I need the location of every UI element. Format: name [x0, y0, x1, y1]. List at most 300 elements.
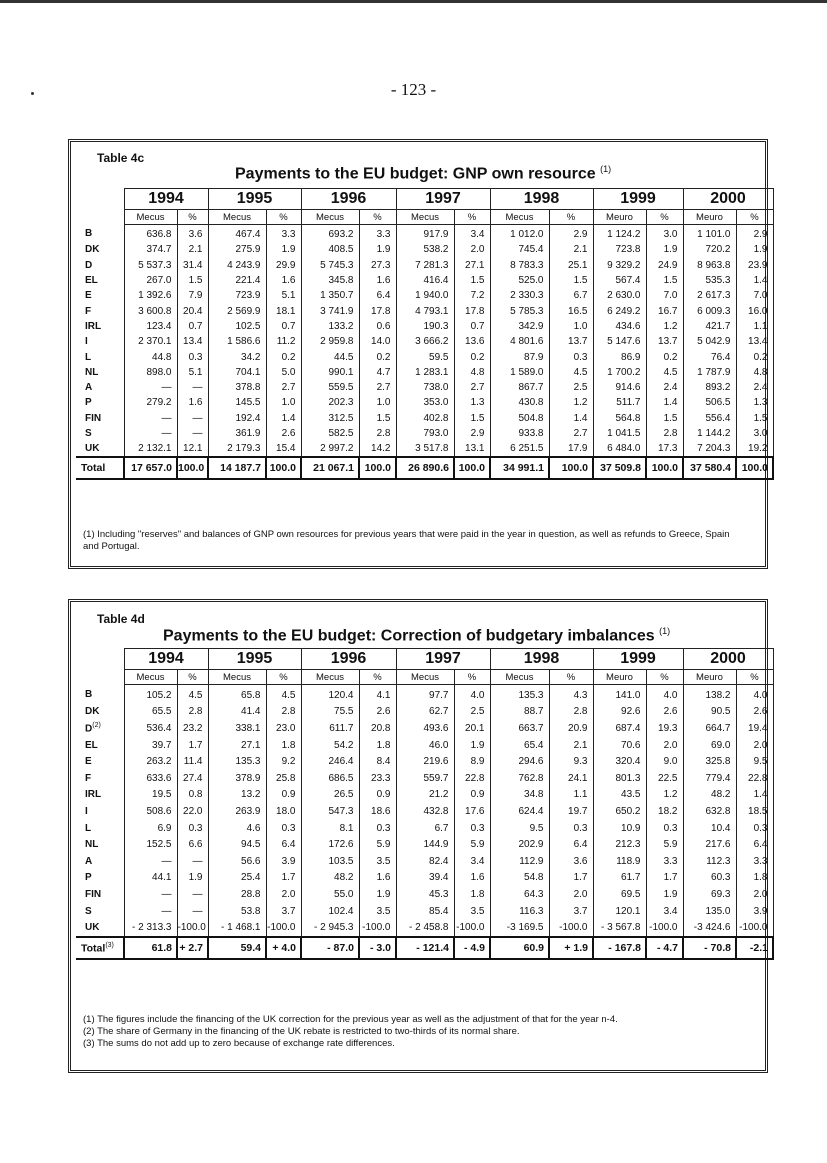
amount-cell: 917.9	[396, 225, 454, 243]
amount-cell: 4 793.1	[396, 303, 454, 318]
gnp-own-resource-table	[76, 188, 774, 480]
share-cell: 13.7	[646, 334, 683, 349]
amount-cell: 21.2	[396, 787, 454, 804]
share-cell: 13.4	[736, 334, 773, 349]
amount-cell: 48.2	[301, 870, 359, 887]
share-cell: 11.4	[177, 753, 208, 770]
share-cell: 1.5	[454, 273, 490, 288]
share-cell: 9.3	[549, 753, 593, 770]
share-cell: —	[177, 853, 208, 870]
share-cell: 17.3	[646, 441, 683, 457]
share-cell: 22.8	[736, 770, 773, 787]
total-share: 100.0	[454, 457, 490, 479]
total-share: - 3.0	[359, 937, 396, 959]
share-cell: -100.0	[736, 919, 773, 937]
share-cell: 1.9	[177, 870, 208, 887]
table-row	[76, 303, 773, 318]
country-code-text: S	[85, 428, 92, 439]
share-cell: 4.0	[646, 685, 683, 704]
share-cell: 18.5	[736, 803, 773, 820]
country-code	[76, 787, 124, 804]
amount-cell: 1 787.9	[683, 365, 736, 380]
total-label	[76, 937, 124, 959]
table-row	[76, 903, 773, 920]
amount-cell: 5 745.3	[301, 258, 359, 273]
year-header-row	[76, 649, 773, 670]
country-code	[76, 365, 124, 380]
amount-cell: 345.8	[301, 273, 359, 288]
unit-header: Mecus	[208, 210, 266, 225]
amount-cell: 9.5	[490, 820, 549, 837]
share-cell: 3.9	[266, 853, 301, 870]
share-cell: 7.2	[454, 288, 490, 303]
unit-header: %	[454, 670, 490, 685]
country-code-text: I	[85, 336, 88, 348]
table-row	[76, 720, 773, 737]
share-cell: 2.1	[549, 242, 593, 257]
amount-cell: 69.3	[683, 886, 736, 903]
amount-cell: 9 329.2	[593, 258, 646, 273]
amount-cell: 60.3	[683, 870, 736, 887]
amount-cell: 69.0	[683, 737, 736, 754]
total-amount: - 70.8	[683, 937, 736, 959]
amount-cell: 801.3	[593, 770, 646, 787]
share-cell: 1.9	[266, 242, 301, 257]
country-code	[76, 753, 124, 770]
share-cell: 0.3	[266, 820, 301, 837]
amount-cell: 738.0	[396, 380, 454, 395]
amount-cell: 1 041.5	[593, 426, 646, 441]
unit-header: Mecus	[490, 670, 549, 685]
share-cell: 3.5	[359, 903, 396, 920]
table-row	[76, 787, 773, 804]
country-code	[76, 242, 124, 257]
unit-header: %	[736, 670, 773, 685]
share-cell: 1.0	[549, 319, 593, 334]
amount-cell: 92.6	[593, 704, 646, 721]
share-cell: 7.0	[736, 288, 773, 303]
amount-cell: -3 169.5	[490, 919, 549, 937]
share-cell: 27.4	[177, 770, 208, 787]
table-row	[76, 441, 773, 457]
amount-cell: 1 940.0	[396, 288, 454, 303]
share-cell: 0.8	[177, 787, 208, 804]
amount-cell: 97.7	[396, 685, 454, 704]
total-share: 100.0	[266, 457, 301, 479]
country-code	[76, 720, 124, 737]
share-cell: 1.7	[266, 870, 301, 887]
share-cell: 16.7	[646, 303, 683, 318]
share-cell: 6.7	[549, 288, 593, 303]
amount-cell: 133.2	[301, 319, 359, 334]
share-cell: 2.0	[646, 737, 683, 754]
share-cell: 7.9	[177, 288, 208, 303]
share-cell: 4.5	[266, 685, 301, 704]
table-footnotes	[83, 1014, 743, 1050]
share-cell: —	[177, 903, 208, 920]
amount-cell: 559.5	[301, 380, 359, 395]
share-cell: 1.3	[736, 395, 773, 410]
amount-cell: 202.3	[301, 395, 359, 410]
year-header: 1995	[208, 649, 301, 670]
share-cell: 1.4	[549, 411, 593, 426]
share-cell: 25.8	[266, 770, 301, 787]
share-cell: 25.1	[549, 258, 593, 273]
amount-cell: 105.2	[124, 685, 177, 704]
table-row	[76, 334, 773, 349]
amount-cell: 7 281.3	[396, 258, 454, 273]
share-cell: 2.5	[454, 704, 490, 721]
amount-cell: 56.6	[208, 853, 266, 870]
amount-cell: 44.8	[124, 349, 177, 364]
table-title: Payments to the EU budget: Correction of budgetary imbalances $^{(1)}$	[163, 626, 671, 645]
share-cell: 3.5	[359, 853, 396, 870]
year-header: 1996	[301, 189, 396, 210]
unit-header: %	[454, 210, 490, 225]
amount-cell: 6 251.5	[490, 441, 549, 457]
table-row	[76, 411, 773, 426]
share-cell: 1.2	[646, 319, 683, 334]
amount-cell: 745.4	[490, 242, 549, 257]
share-cell: 5.0	[266, 365, 301, 380]
amount-cell: 39.4	[396, 870, 454, 887]
amount-cell: 25.4	[208, 870, 266, 887]
share-cell: 1.6	[454, 870, 490, 887]
share-cell: 0.7	[454, 319, 490, 334]
country-code-text: FIN	[85, 412, 102, 424]
country-code-text: E	[85, 290, 92, 302]
amount-cell: 44.1	[124, 870, 177, 887]
share-cell: 1.6	[177, 395, 208, 410]
amount-cell: 152.5	[124, 836, 177, 853]
budgetary-imbalance-correction-table	[76, 648, 774, 960]
amount-cell: 320.4	[593, 753, 646, 770]
share-cell: 3.6	[177, 225, 208, 243]
share-cell: 4.1	[359, 685, 396, 704]
amount-cell: 2 569.9	[208, 303, 266, 318]
total-label-text: Total	[81, 942, 106, 955]
total-amount: 60.9	[490, 937, 549, 959]
amount-cell: 704.1	[208, 365, 266, 380]
amount-cell: 432.8	[396, 803, 454, 820]
country-code	[76, 395, 124, 410]
share-cell: 19.7	[549, 803, 593, 820]
year-header: 1998	[490, 649, 593, 670]
amount-cell: 34.2	[208, 349, 266, 364]
amount-cell: 4 243.9	[208, 258, 266, 273]
share-cell: 18.2	[646, 803, 683, 820]
country-code-text: L	[85, 822, 92, 834]
amount-cell: 53.8	[208, 903, 266, 920]
amount-cell: 135.3	[208, 753, 266, 770]
year-header: 1997	[396, 189, 490, 210]
share-cell: 2.8	[266, 704, 301, 721]
share-cell: —	[177, 886, 208, 903]
share-cell: 0.9	[359, 787, 396, 804]
share-cell: —	[177, 411, 208, 426]
year-header: 1996	[301, 649, 396, 670]
amount-cell: 90.5	[683, 704, 736, 721]
amount-cell: 202.9	[490, 836, 549, 853]
amount-cell: 94.5	[208, 836, 266, 853]
unit-header: Mecus	[301, 670, 359, 685]
amount-cell: 762.8	[490, 770, 549, 787]
share-cell: 2.6	[736, 704, 773, 721]
amount-cell: 353.0	[396, 395, 454, 410]
country-code	[76, 380, 124, 395]
amount-cell: —	[124, 426, 177, 441]
share-cell: 2.6	[266, 426, 301, 441]
amount-cell: 467.4	[208, 225, 266, 243]
amount-cell: 120.4	[301, 685, 359, 704]
country-code	[76, 870, 124, 887]
share-cell: 22.8	[454, 770, 490, 787]
year-header: 1994	[124, 649, 208, 670]
share-cell: 2.7	[454, 380, 490, 395]
country-code	[76, 770, 124, 787]
country-code-text: NL	[85, 839, 99, 851]
unit-header: Mecus	[490, 210, 549, 225]
share-cell: 20.9	[549, 720, 593, 737]
share-cell: 0.6	[359, 319, 396, 334]
amount-cell: 1 589.0	[490, 365, 549, 380]
country-code-text: DK	[85, 706, 100, 718]
country-code-text: NL	[85, 366, 99, 378]
amount-cell: 1 700.2	[593, 365, 646, 380]
amount-cell: 525.0	[490, 273, 549, 288]
share-cell: 23.3	[359, 770, 396, 787]
unit-header-row	[76, 670, 773, 685]
unit-header: Meuro	[593, 210, 646, 225]
amount-cell: 65.4	[490, 737, 549, 754]
table-row	[76, 288, 773, 303]
share-cell: 3.7	[266, 903, 301, 920]
table-row	[76, 770, 773, 787]
amount-cell: 421.7	[683, 319, 736, 334]
country-code-text: A	[85, 382, 93, 394]
year-header: 1999	[593, 649, 683, 670]
share-cell: 1.8	[454, 886, 490, 903]
share-cell: 1.7	[549, 870, 593, 887]
amount-cell: 141.0	[593, 685, 646, 704]
amount-cell: 434.6	[593, 319, 646, 334]
country-code	[76, 441, 124, 457]
share-cell: 6.4	[736, 836, 773, 853]
amount-cell: 312.5	[301, 411, 359, 426]
amount-cell: 416.4	[396, 273, 454, 288]
country-code	[76, 803, 124, 820]
amount-cell: 402.8	[396, 411, 454, 426]
share-cell: 2.8	[549, 704, 593, 721]
share-cell: 1.8	[266, 737, 301, 754]
share-cell: 6.4	[266, 836, 301, 853]
amount-cell: 45.3	[396, 886, 454, 903]
table-row	[76, 886, 773, 903]
share-cell: 1.5	[454, 411, 490, 426]
table-row	[76, 870, 773, 887]
amount-cell: 559.7	[396, 770, 454, 787]
share-cell: 12.1	[177, 441, 208, 457]
amount-cell: —	[124, 886, 177, 903]
total-amount: - 121.4	[396, 937, 454, 959]
amount-cell: —	[124, 903, 177, 920]
amount-cell: 69.5	[593, 886, 646, 903]
amount-cell: 624.4	[490, 803, 549, 820]
share-cell: 1.7	[177, 737, 208, 754]
share-cell: 1.4	[646, 395, 683, 410]
share-cell: 9.2	[266, 753, 301, 770]
share-cell: 1.6	[359, 273, 396, 288]
total-share: 100.0	[359, 457, 396, 479]
unit-header: %	[266, 210, 301, 225]
amount-cell: 408.5	[301, 242, 359, 257]
share-cell: 2.7	[549, 426, 593, 441]
corner-cell	[76, 649, 124, 670]
amount-cell: 10.9	[593, 820, 646, 837]
share-cell: 9.5	[736, 753, 773, 770]
amount-cell: 1 586.6	[208, 334, 266, 349]
total-share: + 2.7	[177, 937, 208, 959]
share-cell: 23.0	[266, 720, 301, 737]
share-cell: 18.6	[359, 803, 396, 820]
table-row	[76, 919, 773, 937]
amount-cell: 112.3	[683, 853, 736, 870]
share-cell: 2.6	[359, 704, 396, 721]
amount-cell: 3 666.2	[396, 334, 454, 349]
share-cell: 0.7	[266, 319, 301, 334]
country-code-text: P	[85, 397, 92, 409]
share-cell: 18.0	[266, 803, 301, 820]
amount-cell: -3 424.6	[683, 919, 736, 937]
share-cell: 17.9	[549, 441, 593, 457]
share-cell: 3.0	[736, 426, 773, 441]
country-code	[76, 349, 124, 364]
total-amount: - 87.0	[301, 937, 359, 959]
amount-cell: 76.4	[683, 349, 736, 364]
amount-cell: - 2 313.3	[124, 919, 177, 937]
table-label: Table 4c	[97, 151, 145, 165]
amount-cell: 6 249.2	[593, 303, 646, 318]
share-cell: 1.9	[454, 737, 490, 754]
table-row	[76, 349, 773, 364]
share-cell: 0.2	[736, 349, 773, 364]
table-row	[76, 704, 773, 721]
share-cell: 1.5	[549, 273, 593, 288]
amount-cell: 118.9	[593, 853, 646, 870]
table-row	[76, 258, 773, 273]
share-cell: 19.3	[646, 720, 683, 737]
amount-cell: 508.6	[124, 803, 177, 820]
share-cell: 2.7	[266, 380, 301, 395]
top-border-line	[0, 0, 827, 3]
table-row	[76, 242, 773, 257]
total-share: 100.0	[549, 457, 593, 479]
country-code	[76, 704, 124, 721]
share-cell: 0.3	[177, 820, 208, 837]
share-cell: 17.6	[454, 803, 490, 820]
table-4c-panel	[68, 139, 768, 569]
share-cell: 1.5	[646, 411, 683, 426]
share-cell: 1.0	[359, 395, 396, 410]
share-cell: 2.8	[646, 426, 683, 441]
year-header: 1999	[593, 189, 683, 210]
share-cell: 0.9	[266, 787, 301, 804]
amount-cell: 361.9	[208, 426, 266, 441]
country-code-text: F	[85, 305, 92, 317]
year-header: 1998	[490, 189, 593, 210]
unit-header: %	[549, 210, 593, 225]
share-cell: 5.9	[359, 836, 396, 853]
total-amount: 14 187.7	[208, 457, 266, 479]
table-row	[76, 753, 773, 770]
amount-cell: 103.5	[301, 853, 359, 870]
amount-cell: 556.4	[683, 411, 736, 426]
share-cell: 1.8	[736, 870, 773, 887]
title-footnote-marker: (1)	[659, 626, 671, 636]
share-cell: 1.2	[646, 787, 683, 804]
unit-header: %	[359, 210, 396, 225]
share-cell: 27.3	[359, 258, 396, 273]
amount-cell: 221.4	[208, 273, 266, 288]
share-cell: 2.0	[266, 886, 301, 903]
country-code-text: L	[85, 351, 92, 363]
share-cell: 0.3	[177, 349, 208, 364]
country-code	[76, 334, 124, 349]
amount-cell: 70.6	[593, 737, 646, 754]
amount-cell: 636.8	[124, 225, 177, 243]
unit-header: %	[646, 210, 683, 225]
country-code-text: P	[85, 872, 92, 884]
share-cell: 23.9	[736, 258, 773, 273]
amount-cell: 44.5	[301, 349, 359, 364]
amount-cell: 511.7	[593, 395, 646, 410]
amount-cell: - 2 945.3	[301, 919, 359, 937]
country-code	[76, 319, 124, 334]
amount-cell: 535.3	[683, 273, 736, 288]
share-cell: -100.0	[266, 919, 301, 937]
year-header: 2000	[683, 649, 773, 670]
footnote-marker: (3)	[105, 941, 114, 949]
table-row	[76, 225, 773, 243]
share-cell: 11.2	[266, 334, 301, 349]
amount-cell: —	[124, 853, 177, 870]
amount-cell: 87.9	[490, 349, 549, 364]
share-cell: -100.0	[177, 919, 208, 937]
table-footnotes	[83, 529, 743, 553]
amount-cell: 2 630.0	[593, 288, 646, 303]
table-row	[76, 380, 773, 395]
country-code	[76, 303, 124, 318]
amount-cell: 3 741.9	[301, 303, 359, 318]
amount-cell: 898.0	[124, 365, 177, 380]
amount-cell: 1 012.0	[490, 225, 549, 243]
amount-cell: 611.7	[301, 720, 359, 737]
amount-cell: 54.2	[301, 737, 359, 754]
country-code-text: D	[85, 259, 93, 271]
country-code-text: EL	[85, 739, 98, 751]
share-cell: 13.4	[177, 334, 208, 349]
amount-cell: 1 350.7	[301, 288, 359, 303]
share-cell: 0.3	[454, 820, 490, 837]
unit-header: Mecus	[124, 210, 177, 225]
total-share: -2.1	[736, 937, 773, 959]
unit-header: Mecus	[124, 670, 177, 685]
share-cell: -100.0	[454, 919, 490, 937]
share-cell: 1.0	[266, 395, 301, 410]
amount-cell: 663.7	[490, 720, 549, 737]
share-cell: 1.9	[359, 886, 396, 903]
amount-cell: 664.7	[683, 720, 736, 737]
